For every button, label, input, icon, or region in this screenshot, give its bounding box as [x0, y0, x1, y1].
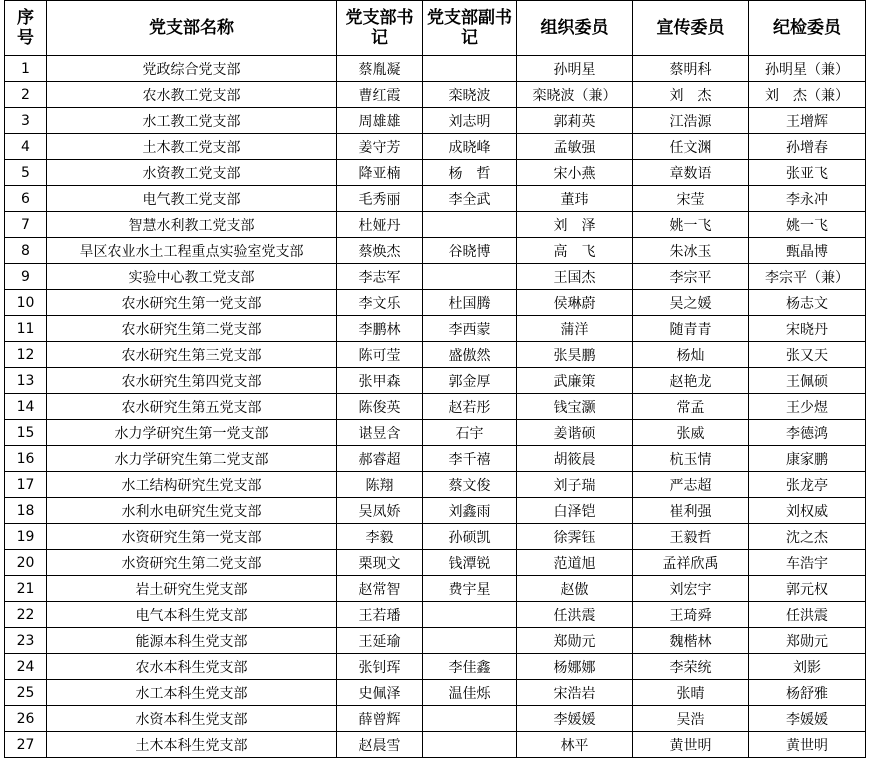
cell-publicity-member: 朱冰玉	[633, 238, 749, 264]
cell-branch-name: 农水研究生第五党支部	[47, 394, 337, 420]
header-branch-name: 党支部名称	[47, 1, 337, 56]
cell-branch-name: 电气本科生党支部	[47, 602, 337, 628]
cell-discipline-member: 沈之杰	[749, 524, 866, 550]
table-row	[5, 134, 866, 160]
cell-index: 27	[5, 732, 47, 758]
cell-branch-name: 能源本科生党支部	[47, 628, 337, 654]
cell-discipline-member: 刘权威	[749, 498, 866, 524]
cell-secretary: 张钊珲	[337, 654, 423, 680]
cell-discipline-member: 郑勋元	[749, 628, 866, 654]
cell-branch-name: 农水研究生第三党支部	[47, 342, 337, 368]
cell-organization-member: 姜谐硕	[517, 420, 633, 446]
header-index: 序号	[5, 1, 47, 56]
table-row	[5, 394, 866, 420]
cell-discipline-member: 李媛媛	[749, 706, 866, 732]
cell-discipline-member: 刘影	[749, 654, 866, 680]
cell-organization-member: 徐霁钰	[517, 524, 633, 550]
cell-secretary: 陈翔	[337, 472, 423, 498]
cell-secretary: 王若璠	[337, 602, 423, 628]
cell-deputy-secretary: 费宇星	[423, 576, 517, 602]
cell-branch-name: 水工教工党支部	[47, 108, 337, 134]
cell-secretary: 李志军	[337, 264, 423, 290]
header-discipline-member: 纪检委员	[749, 1, 866, 56]
cell-deputy-secretary: 钱潭锐	[423, 550, 517, 576]
cell-publicity-member: 杨灿	[633, 342, 749, 368]
cell-deputy-secretary: 成晓峰	[423, 134, 517, 160]
cell-secretary: 毛秀丽	[337, 186, 423, 212]
cell-deputy-secretary: 李千禧	[423, 446, 517, 472]
table-row	[5, 290, 866, 316]
cell-organization-member: 钱宝灏	[517, 394, 633, 420]
cell-organization-member: 李媛媛	[517, 706, 633, 732]
cell-secretary: 张甲森	[337, 368, 423, 394]
cell-secretary: 赵常智	[337, 576, 423, 602]
cell-index: 6	[5, 186, 47, 212]
cell-publicity-member: 宋莹	[633, 186, 749, 212]
cell-index: 17	[5, 472, 47, 498]
cell-publicity-member: 姚一飞	[633, 212, 749, 238]
table-row	[5, 472, 866, 498]
table-row	[5, 264, 866, 290]
cell-branch-name: 岩土研究生党支部	[47, 576, 337, 602]
table-row	[5, 108, 866, 134]
cell-organization-member: 孙明星	[517, 56, 633, 82]
cell-index: 23	[5, 628, 47, 654]
table-row	[5, 628, 866, 654]
cell-secretary: 赵晨雪	[337, 732, 423, 758]
cell-secretary: 栗现文	[337, 550, 423, 576]
cell-organization-member: 高 飞	[517, 238, 633, 264]
cell-index: 10	[5, 290, 47, 316]
cell-branch-name: 实验中心教工党支部	[47, 264, 337, 290]
cell-index: 7	[5, 212, 47, 238]
cell-organization-member: 郭莉英	[517, 108, 633, 134]
cell-index: 1	[5, 56, 47, 82]
cell-publicity-member: 江浩源	[633, 108, 749, 134]
cell-branch-name: 农水研究生第一党支部	[47, 290, 337, 316]
header-organization-member: 组织委员	[517, 1, 633, 56]
header-publicity-member: 宣传委员	[633, 1, 749, 56]
cell-deputy-secretary: 蔡文俊	[423, 472, 517, 498]
cell-organization-member: 杨娜娜	[517, 654, 633, 680]
cell-secretary: 郝睿超	[337, 446, 423, 472]
header-deputy-secretary: 党支部副书记	[423, 1, 517, 56]
cell-deputy-secretary: 郭金厚	[423, 368, 517, 394]
cell-publicity-member: 李宗平	[633, 264, 749, 290]
cell-organization-member: 宋浩岩	[517, 680, 633, 706]
cell-publicity-member: 严志超	[633, 472, 749, 498]
cell-publicity-member: 魏楷林	[633, 628, 749, 654]
table-row	[5, 56, 866, 82]
cell-publicity-member: 黄世明	[633, 732, 749, 758]
cell-secretary: 曹红霞	[337, 82, 423, 108]
cell-index: 4	[5, 134, 47, 160]
cell-organization-member: 蒲洋	[517, 316, 633, 342]
cell-index: 18	[5, 498, 47, 524]
cell-organization-member: 刘 泽	[517, 212, 633, 238]
cell-discipline-member: 郭元权	[749, 576, 866, 602]
cell-deputy-secretary	[423, 264, 517, 290]
cell-organization-member: 任洪震	[517, 602, 633, 628]
table-row	[5, 420, 866, 446]
cell-index: 24	[5, 654, 47, 680]
table-row	[5, 680, 866, 706]
cell-index: 3	[5, 108, 47, 134]
cell-organization-member: 侯琳蔚	[517, 290, 633, 316]
cell-index: 2	[5, 82, 47, 108]
table-row	[5, 446, 866, 472]
table-row	[5, 706, 866, 732]
table-row	[5, 186, 866, 212]
cell-branch-name: 土木本科生党支部	[47, 732, 337, 758]
cell-organization-member: 林平	[517, 732, 633, 758]
cell-deputy-secretary: 石宇	[423, 420, 517, 446]
table-row	[5, 238, 866, 264]
cell-publicity-member: 孟祥欣禹	[633, 550, 749, 576]
cell-branch-name: 水工本科生党支部	[47, 680, 337, 706]
cell-discipline-member: 甄晶博	[749, 238, 866, 264]
cell-organization-member: 王国杰	[517, 264, 633, 290]
cell-secretary: 陈可莹	[337, 342, 423, 368]
cell-branch-name: 电气教工党支部	[47, 186, 337, 212]
cell-secretary: 史佩泽	[337, 680, 423, 706]
cell-publicity-member: 崔利强	[633, 498, 749, 524]
cell-secretary: 薛曾辉	[337, 706, 423, 732]
cell-deputy-secretary: 李全武	[423, 186, 517, 212]
cell-secretary: 蔡焕杰	[337, 238, 423, 264]
table-row	[5, 342, 866, 368]
cell-branch-name: 旱区农业水土工程重点实验室党支部	[47, 238, 337, 264]
cell-publicity-member: 王琦舜	[633, 602, 749, 628]
cell-branch-name: 水资研究生第一党支部	[47, 524, 337, 550]
cell-publicity-member: 张晴	[633, 680, 749, 706]
table-row	[5, 498, 866, 524]
cell-secretary: 李鹏林	[337, 316, 423, 342]
table-row	[5, 316, 866, 342]
cell-branch-name: 农水研究生第二党支部	[47, 316, 337, 342]
cell-secretary: 吴凤娇	[337, 498, 423, 524]
cell-index: 21	[5, 576, 47, 602]
cell-secretary: 王延瑜	[337, 628, 423, 654]
cell-publicity-member: 吴浩	[633, 706, 749, 732]
cell-index: 13	[5, 368, 47, 394]
cell-organization-member: 范道旭	[517, 550, 633, 576]
cell-deputy-secretary	[423, 732, 517, 758]
table-row	[5, 212, 866, 238]
table-row	[5, 654, 866, 680]
header-row	[5, 1, 866, 56]
cell-index: 19	[5, 524, 47, 550]
cell-deputy-secretary: 盛傲然	[423, 342, 517, 368]
cell-discipline-member: 王佩硕	[749, 368, 866, 394]
cell-publicity-member: 章数语	[633, 160, 749, 186]
cell-organization-member: 孟敏强	[517, 134, 633, 160]
cell-deputy-secretary: 刘鑫雨	[423, 498, 517, 524]
cell-organization-member: 董玮	[517, 186, 633, 212]
table-row	[5, 602, 866, 628]
cell-publicity-member: 吴之媛	[633, 290, 749, 316]
cell-branch-name: 智慧水利教工党支部	[47, 212, 337, 238]
party-branch-table	[4, 0, 866, 758]
cell-organization-member: 宋小燕	[517, 160, 633, 186]
table-row	[5, 576, 866, 602]
cell-index: 20	[5, 550, 47, 576]
cell-secretary: 杜娅丹	[337, 212, 423, 238]
cell-index: 22	[5, 602, 47, 628]
cell-deputy-secretary: 李西蒙	[423, 316, 517, 342]
cell-discipline-member: 杨舒雅	[749, 680, 866, 706]
cell-index: 15	[5, 420, 47, 446]
cell-deputy-secretary: 杨 哲	[423, 160, 517, 186]
cell-deputy-secretary: 李佳鑫	[423, 654, 517, 680]
cell-discipline-member: 康家鹏	[749, 446, 866, 472]
cell-index: 12	[5, 342, 47, 368]
cell-deputy-secretary: 栾晓波	[423, 82, 517, 108]
cell-branch-name: 水资研究生第二党支部	[47, 550, 337, 576]
cell-publicity-member: 常孟	[633, 394, 749, 420]
cell-organization-member: 刘子瑞	[517, 472, 633, 498]
cell-discipline-member: 王增辉	[749, 108, 866, 134]
cell-secretary: 李毅	[337, 524, 423, 550]
cell-secretary: 谌昱含	[337, 420, 423, 446]
cell-secretary: 陈俊英	[337, 394, 423, 420]
cell-publicity-member: 刘宏宇	[633, 576, 749, 602]
table-row	[5, 82, 866, 108]
cell-branch-name: 党政综合党支部	[47, 56, 337, 82]
cell-discipline-member: 李永冲	[749, 186, 866, 212]
cell-branch-name: 水资本科生党支部	[47, 706, 337, 732]
cell-branch-name: 水利水电研究生党支部	[47, 498, 337, 524]
cell-publicity-member: 李荣统	[633, 654, 749, 680]
cell-deputy-secretary: 杜国腾	[423, 290, 517, 316]
cell-organization-member: 郑勋元	[517, 628, 633, 654]
cell-discipline-member: 李德鸿	[749, 420, 866, 446]
cell-index: 5	[5, 160, 47, 186]
cell-discipline-member: 张亚飞	[749, 160, 866, 186]
cell-organization-member: 赵傲	[517, 576, 633, 602]
cell-index: 9	[5, 264, 47, 290]
cell-discipline-member: 黄世明	[749, 732, 866, 758]
cell-deputy-secretary: 温佳烁	[423, 680, 517, 706]
cell-deputy-secretary	[423, 706, 517, 732]
cell-deputy-secretary	[423, 212, 517, 238]
cell-branch-name: 水资教工党支部	[47, 160, 337, 186]
cell-discipline-member: 孙明星（兼）	[749, 56, 866, 82]
cell-organization-member: 张昊鹏	[517, 342, 633, 368]
cell-publicity-member: 蔡明科	[633, 56, 749, 82]
cell-deputy-secretary: 谷晓博	[423, 238, 517, 264]
cell-index: 8	[5, 238, 47, 264]
cell-discipline-member: 张龙亭	[749, 472, 866, 498]
cell-branch-name: 水力学研究生第二党支部	[47, 446, 337, 472]
cell-discipline-member: 李宗平（兼）	[749, 264, 866, 290]
cell-branch-name: 水工结构研究生党支部	[47, 472, 337, 498]
cell-organization-member: 白泽铠	[517, 498, 633, 524]
header-secretary: 党支部书记	[337, 1, 423, 56]
cell-discipline-member: 宋晓丹	[749, 316, 866, 342]
cell-secretary: 李文乐	[337, 290, 423, 316]
cell-index: 14	[5, 394, 47, 420]
table-row	[5, 368, 866, 394]
cell-discipline-member: 王少煜	[749, 394, 866, 420]
cell-branch-name: 农水教工党支部	[47, 82, 337, 108]
cell-index: 26	[5, 706, 47, 732]
cell-secretary: 蔡胤凝	[337, 56, 423, 82]
cell-secretary: 周雄雄	[337, 108, 423, 134]
cell-branch-name: 农水研究生第四党支部	[47, 368, 337, 394]
cell-deputy-secretary	[423, 56, 517, 82]
cell-discipline-member: 杨志文	[749, 290, 866, 316]
cell-organization-member: 栾晓波（兼）	[517, 82, 633, 108]
table-row	[5, 732, 866, 758]
cell-deputy-secretary: 赵若彤	[423, 394, 517, 420]
cell-secretary: 姜守芳	[337, 134, 423, 160]
table-body	[5, 56, 866, 758]
cell-publicity-member: 赵艳龙	[633, 368, 749, 394]
cell-discipline-member: 刘 杰（兼）	[749, 82, 866, 108]
cell-organization-member: 胡筱晨	[517, 446, 633, 472]
table-row	[5, 550, 866, 576]
cell-branch-name: 土木教工党支部	[47, 134, 337, 160]
cell-publicity-member: 任文渊	[633, 134, 749, 160]
cell-index: 11	[5, 316, 47, 342]
cell-index: 16	[5, 446, 47, 472]
table-row	[5, 524, 866, 550]
cell-publicity-member: 杭玉情	[633, 446, 749, 472]
cell-publicity-member: 刘 杰	[633, 82, 749, 108]
cell-discipline-member: 张又天	[749, 342, 866, 368]
cell-publicity-member: 张威	[633, 420, 749, 446]
cell-organization-member: 武廉策	[517, 368, 633, 394]
cell-index: 25	[5, 680, 47, 706]
cell-publicity-member: 王毅哲	[633, 524, 749, 550]
cell-deputy-secretary	[423, 628, 517, 654]
cell-deputy-secretary: 孙硕凯	[423, 524, 517, 550]
cell-secretary: 降亚楠	[337, 160, 423, 186]
cell-discipline-member: 姚一飞	[749, 212, 866, 238]
cell-discipline-member: 车浩宇	[749, 550, 866, 576]
cell-publicity-member: 随青青	[633, 316, 749, 342]
cell-discipline-member: 任洪震	[749, 602, 866, 628]
cell-branch-name: 农水本科生党支部	[47, 654, 337, 680]
table-row	[5, 160, 866, 186]
cell-discipline-member: 孙增春	[749, 134, 866, 160]
cell-deputy-secretary: 刘志明	[423, 108, 517, 134]
cell-deputy-secretary	[423, 602, 517, 628]
cell-branch-name: 水力学研究生第一党支部	[47, 420, 337, 446]
